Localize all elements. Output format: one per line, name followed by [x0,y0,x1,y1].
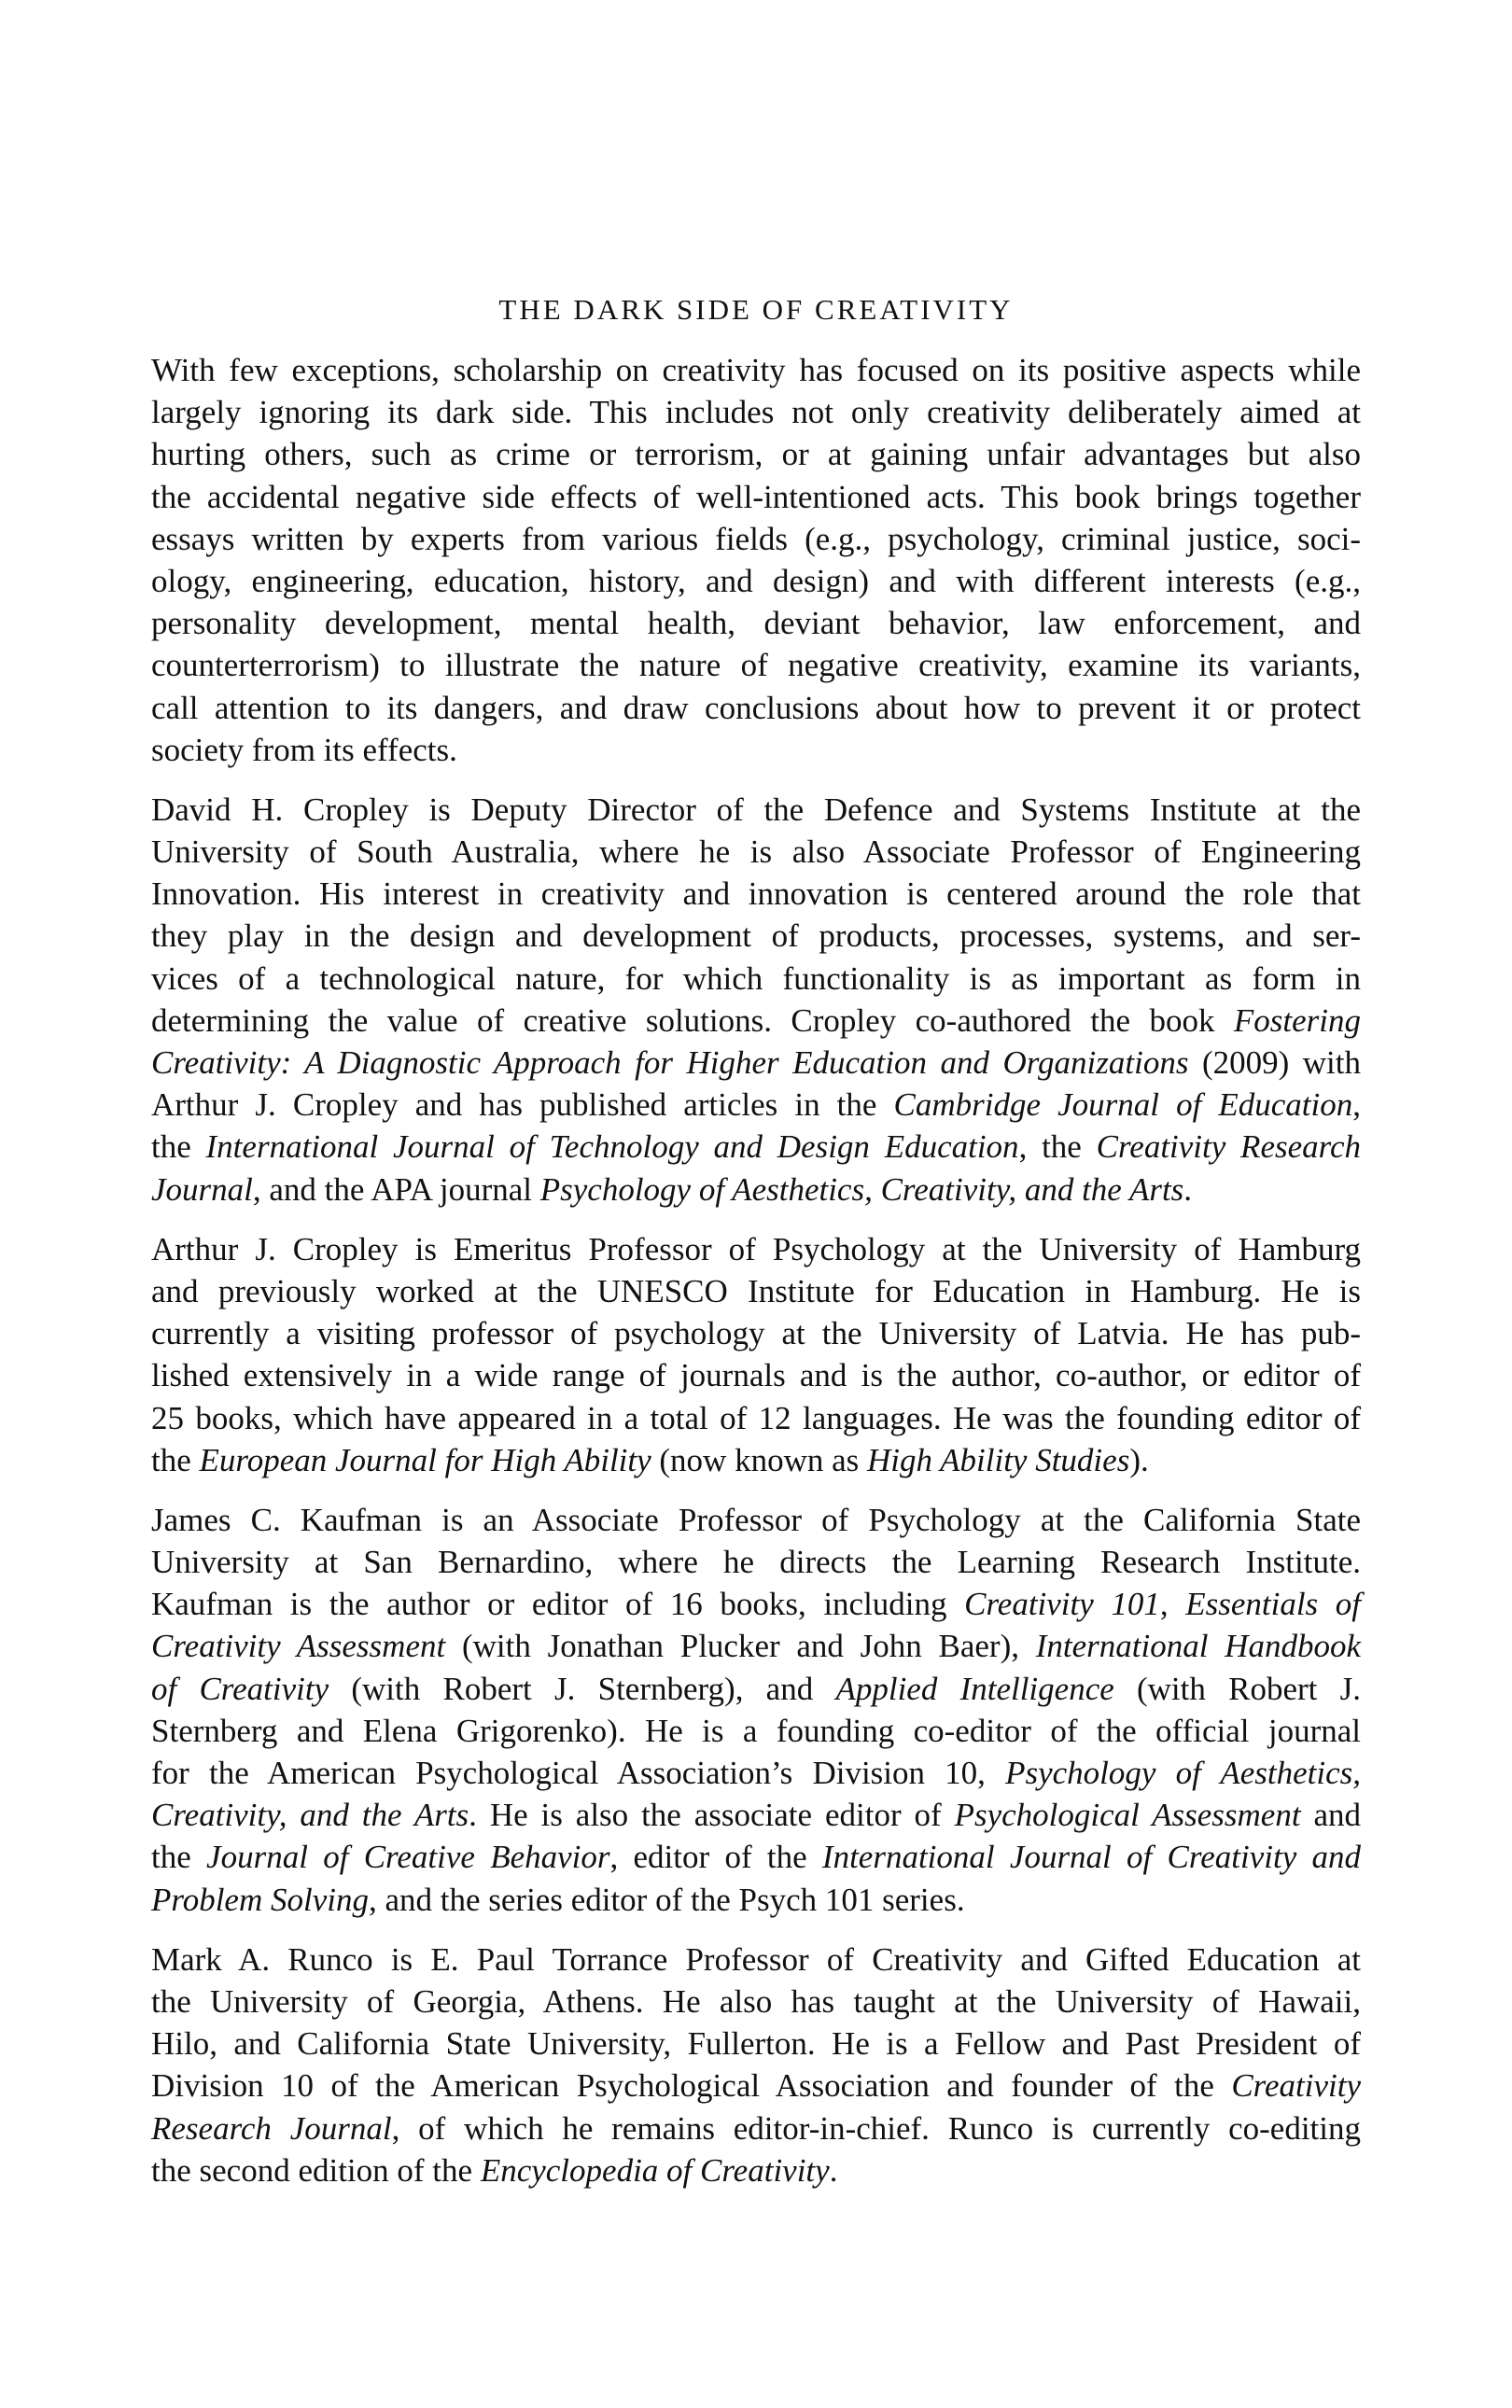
italic-title: Problem Solving [151,1881,369,1918]
text-run: With few exceptions, scholarship on creativity has focused on its positive aspects while [151,352,1361,388]
text-line [151,687,1361,729]
text-line [151,1397,1361,1439]
text-run: , of which he remains editor-in-chief. Runco is currently co-editing [391,2109,1361,2147]
text-line [151,1981,1361,2023]
text-run: University at San Bernardino, where he directs the Learning Research Institute. [151,1544,1361,1581]
text-line [151,1000,1361,1042]
text-line [151,644,1361,686]
text-line [151,873,1361,915]
document-page [151,280,1361,2209]
text-run: , [1352,1086,1361,1124]
text-run: the University of Georgia, Athens. He also has taught at the University of Hawaii, [151,1982,1361,2020]
italic-title: Encyclopedia of Creativity [480,2151,830,2189]
bio-david-cropley [151,789,1361,1211]
text-run: currently a visiting professor of psychology at the University of Latvia. He has pub- [151,1315,1361,1352]
text-run: Mark A. Runco is E. Paul Torrance Professor of Creativity and Gifted Education at [151,1940,1361,1978]
text-run: (with Robert J. [1113,1670,1361,1707]
text-run: , [1159,1586,1186,1623]
text-run: vices of a technological nature, for which functionality is as important as form in [151,959,1361,997]
text-run: counterterrorism) to illustrate the nature of negative creativity, examine its variants, [151,647,1361,684]
text-run: . He is also the associate editor of [469,1797,955,1834]
bio-arthur-cropley [151,1228,1361,1481]
text-line [151,560,1361,602]
text-run: Innovation. His interest in creativity and innovation is centered around the role that [151,875,1361,913]
text-run: essays written by experts from various fields (e.g., psychology, criminal justice, soci- [151,520,1361,557]
text-line [151,1084,1361,1126]
text-run: James C. Kaufman is an Associate Professor of Psychology at the California State [151,1501,1361,1538]
text-run: determining the value of creative solutions. Cropley co-authored the book [151,1001,1234,1039]
text-run: Arthur J. Cropley and has published articles in the [151,1086,894,1124]
text-run: and [1300,1797,1361,1834]
text-line [151,1169,1361,1211]
text-line [151,1625,1361,1667]
text-line [151,602,1361,644]
text-run: 25 books, which have appeared in a total of 12 languages. He was the founding editor of [151,1399,1361,1436]
text-line [151,1836,1361,1878]
text-line [151,2149,1361,2191]
text-run: . [829,2151,838,2189]
text-run: (2009) with [1188,1044,1361,1081]
text-line [151,958,1361,1000]
text-line [151,729,1361,771]
text-run: hurting others, such as crime or terrorism, or at gaining unfair advantages but also [151,436,1361,473]
text-run: society from its effects. [151,731,457,768]
text-run: call attention to its dangers, and draw conclusions about how to prevent it or protect [151,689,1361,726]
text-line [151,349,1361,391]
text-run: the second edition of the [151,2151,481,2189]
text-run: , and the series editor of the Psych 101 series. [368,1881,965,1918]
text-line [151,2023,1361,2065]
italic-title: Creativity: A Diagnostic Approach for Higher Education and Organizations [151,1044,1189,1081]
italic-title: Psychological Assessment [954,1797,1301,1834]
text-line [151,1879,1361,1921]
text-line [151,1354,1361,1396]
italic-title: International Journal of Creativity and [821,1839,1362,1876]
text-line [151,1270,1361,1312]
text-run: the [151,1128,206,1166]
text-line [151,391,1361,433]
italic-title: Psychology of Aesthetics, [1005,1755,1361,1791]
text-run: Kaufman is the author or editor of 16 books, including [151,1586,965,1623]
text-line [151,1126,1361,1168]
italic-title: Journal of Creative Behavior [206,1839,610,1876]
text-run: (now known as [651,1441,868,1478]
text-run: Division 10 of the American Psychological Association and founder of the [151,2067,1232,2105]
italic-title: Creativity, and the Arts [151,1797,469,1834]
text-line [151,789,1361,831]
text-line [151,1939,1361,1981]
italic-title: Creativity Research [1096,1128,1361,1166]
text-run: David H. Cropley is Deputy Director of the Defence and Systems Institute at the [151,791,1361,828]
text-line [151,476,1361,518]
text-line [151,2107,1361,2149]
text-run: lished extensively in a wide range of journals and is the author, co-author, or editor of [151,1357,1361,1394]
text-line [151,1668,1361,1710]
page-title: THE DARK SIDE OF CREATIVITY [498,293,1014,326]
text-line [151,2065,1361,2107]
italic-title: International Journal of Technology and Design Education [205,1128,1019,1166]
text-line [151,1439,1361,1481]
text-run: largely ignoring its dark side. This includes not only creativity deliberately aimed at [151,394,1361,431]
text-line [151,1042,1361,1084]
text-run: Arthur J. Cropley is Emeritus Professor of Psychology at the University of Hamburg [151,1230,1361,1267]
text-line [151,1710,1361,1752]
text-run: ology, engineering, education, history, and design) and with different interests (e.g., [151,562,1361,599]
italic-title: European Journal for High Ability [199,1441,651,1478]
body-text [151,349,1361,2191]
text-run: Hilo, and California State University, Fullerton. He is a Fellow and Past President of [151,2025,1361,2063]
italic-title: Psychology of Aesthetics, Creativity, and the Arts [539,1170,1184,1208]
text-run: , editor of the [609,1839,822,1876]
text-line [151,1499,1361,1541]
italic-title: of Creativity [151,1670,329,1707]
text-line [151,518,1361,560]
italic-title: Essentials of [1185,1586,1361,1623]
text-run: they play in the design and development of products, processes, systems, and ser- [151,917,1361,955]
text-line [151,1752,1361,1794]
text-line [151,1794,1361,1836]
text-run: , and the APA journal [252,1170,540,1208]
italic-title: Research Journal [151,2109,392,2147]
text-line [151,1541,1361,1583]
italic-title: Creativity 101 [964,1586,1160,1623]
text-run: the [151,1839,207,1876]
bio-mark-runco [151,1939,1361,2191]
text-line [151,831,1361,873]
text-run: the accidental negative side effects of well-intentioned acts. This book brings together [151,478,1361,515]
text-line [151,1312,1361,1354]
text-line [151,1228,1361,1270]
text-line [151,433,1361,475]
text-run: Sternberg and Elena Grigorenko). He is a founding co-editor of the official journal [151,1712,1361,1749]
italic-title: Journal [151,1170,253,1208]
text-run: (with Jonathan Plucker and John Baer), [445,1628,1036,1665]
italic-title: Fostering [1233,1001,1361,1039]
text-line [151,1583,1361,1625]
italic-title: High Ability Studies [867,1441,1130,1478]
text-run: personality development, mental health, deviant behavior, law enforcement, and [151,605,1361,642]
text-run: for the American Psychological Association’s Division 10, [151,1755,1006,1791]
italic-title: Cambridge Journal of Education [893,1086,1353,1124]
text-run: , the [1018,1128,1097,1166]
italic-title: Creativity Assessment [151,1628,446,1665]
text-run: University of South Australia, where he is also Associate Professor of Engineering [151,833,1361,871]
book-description [151,349,1361,771]
italic-title: International Handbook [1035,1628,1361,1665]
text-run: (with Robert J. Sternberg), and [329,1670,836,1707]
text-run: ). [1129,1441,1149,1478]
text-run: the [151,1441,200,1478]
bio-james-kaufman [151,1499,1361,1921]
italic-title: Applied Intelligence [835,1670,1114,1707]
italic-title: Creativity [1231,2067,1361,2105]
text-line [151,915,1361,957]
text-run: and previously worked at the UNESCO Institute for Education in Hamburg. He is [151,1272,1361,1309]
text-run: . [1183,1170,1193,1208]
